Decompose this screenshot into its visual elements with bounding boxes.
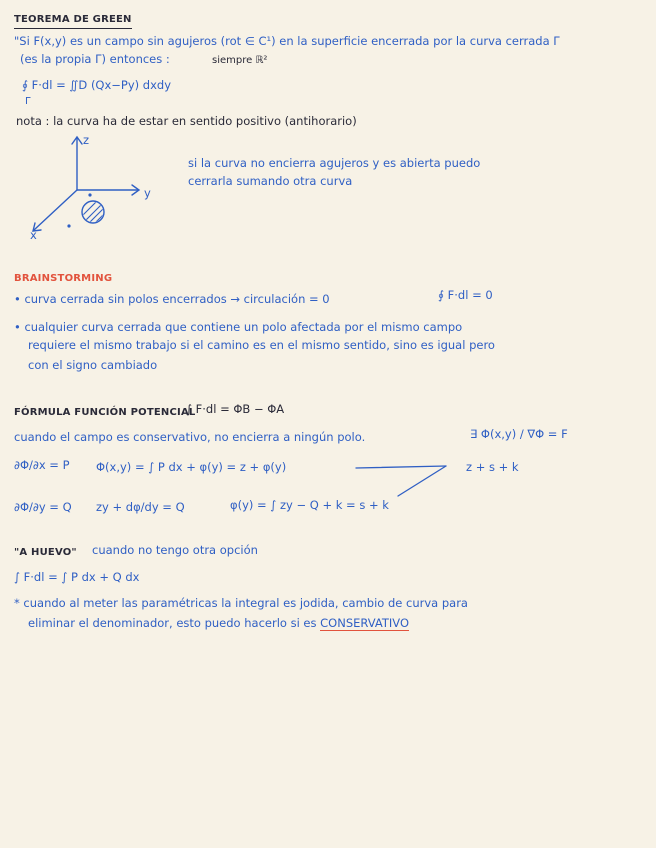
potential-heading: FÓRMULA FUNCIÓN POTENCIAL — [14, 407, 196, 418]
ahuevo-heading: "A HUEVO" — [14, 547, 77, 558]
intro-always-note: siempre ℝ² — [212, 55, 268, 66]
derivative-equation: zy + dφ/dy = Q — [96, 500, 185, 514]
axis-y-label: y — [144, 186, 151, 200]
closing-line-2-text: eliminar el denominador, esto puedo hacerlo si es — [28, 616, 317, 630]
orientation-note: nota : la curva ha de estar en sentido positivo (antihorario) — [16, 114, 357, 128]
closing-line-2 — [28, 616, 409, 631]
brainstorming-item-2-line-1: • cualquier curva cerrada que contiene un polo afectada por el mismo campo — [14, 320, 463, 334]
axis-x-label: x — [30, 228, 37, 242]
brainstorming-item-2-line-3: con el signo cambiado — [28, 358, 158, 372]
sketch-caption-1: si la curva no encierra agujeros y es abierta puedo — [188, 156, 481, 170]
brainstorming-heading: BRAINSTORMING — [14, 273, 113, 284]
coordinate-sketch — [20, 132, 160, 242]
partial-x-equation: ∂Φ/∂x = P — [14, 458, 70, 472]
hatched-region — [67, 193, 108, 227]
connector-lines — [354, 462, 454, 498]
x-axis-line — [34, 190, 77, 230]
potential-integral: Φ(x,y) = ∫ P dx + φ(y) = z + φ(y) — [96, 460, 287, 474]
brainstorming-item-1: • curva cerrada sin polos encerrados → circulación = 0 — [14, 292, 330, 306]
conservativo-highlight: CONSERVATIVO — [320, 616, 410, 630]
potential-result: z + s + k — [466, 460, 519, 474]
conservative-line: cuando el campo es conservativo, no encierra a ningún polo. — [14, 430, 366, 444]
axis-z-label: z — [83, 133, 90, 147]
potential-heading-formula: ∫ F·dl = ΦB − ΦA — [186, 402, 285, 416]
green-formula: ∮ F·dl = ∬D (Qx−Py) dxdy — [22, 78, 172, 92]
gamma-subscript: Γ — [25, 96, 31, 107]
gradient-formula: ∃ Φ(x,y) / ∇Φ = F — [470, 427, 568, 441]
partial-y-equation: ∂Φ/∂y = Q — [14, 500, 72, 514]
sketch-caption-2: cerrarla sumando otra curva — [188, 174, 353, 188]
intro-line-2: (es la propia Γ) entonces : — [20, 52, 170, 66]
closing-line-1: * cuando al meter las paramétricas la integral es jodida, cambio de curva para — [14, 596, 468, 610]
phi-integral: φ(y) = ∫ zy − Q + k = s + k — [230, 498, 389, 512]
intro-line-1: "Si F(x,y) es un campo sin agujeros (rot ∈ C¹) en la superficie encerrada por la curva cerrada Γ — [14, 34, 560, 48]
ahuevo-formula: ∫ F·dl = ∫ P dx + Q dx — [14, 570, 140, 584]
ahuevo-text: cuando no tengo otra opción — [92, 543, 258, 557]
zero-circulation-formula: ∮ F·dl = 0 — [438, 288, 493, 302]
brainstorming-item-2-line-2: requiere el mismo trabajo si el camino es en el mismo sentido, sino es igual pero — [28, 338, 495, 352]
page-title: TEOREMA DE GREEN — [14, 12, 132, 29]
